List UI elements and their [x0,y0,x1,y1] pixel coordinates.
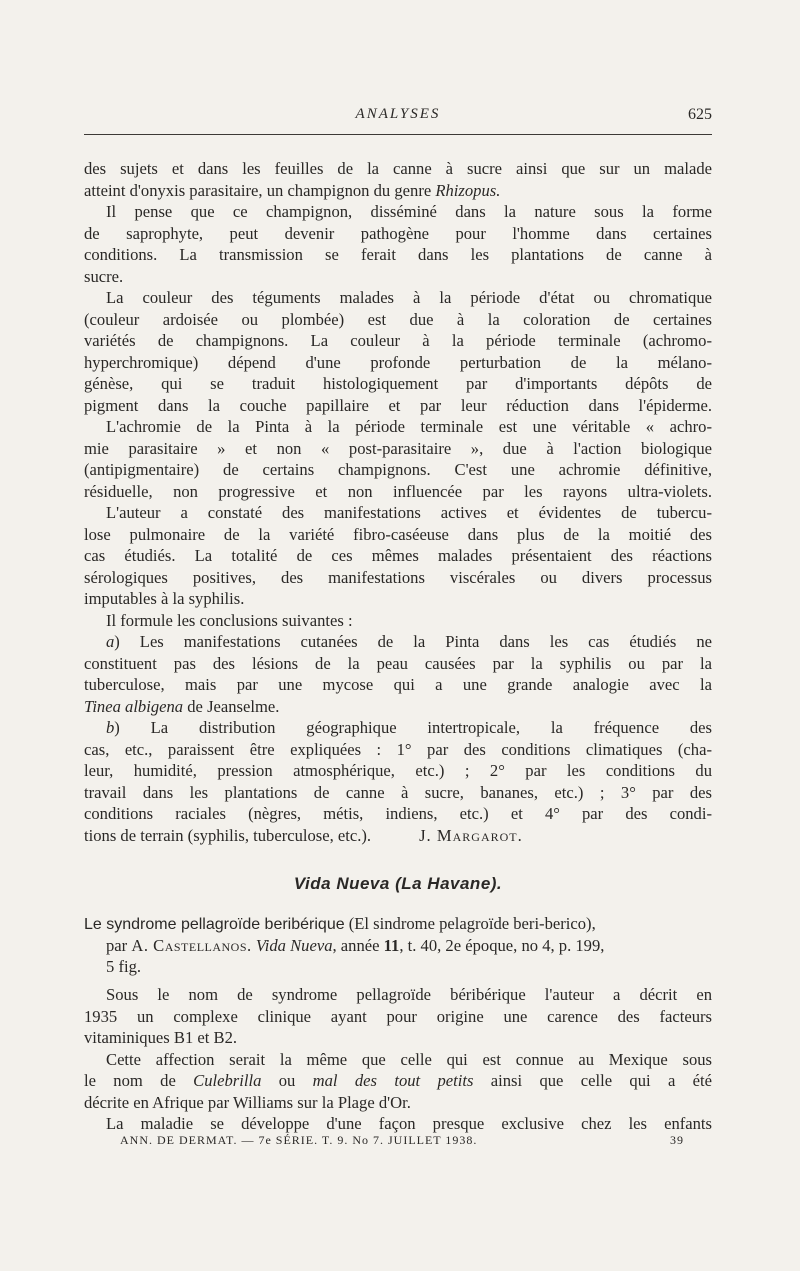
page-number: 625 [688,106,712,123]
analysis-body [84,158,712,846]
reference-line: 5 fig. [106,957,142,976]
text-line: sérologiques positives, des manifestations viscérales ou divers processus [84,567,712,587]
text-line: L'achromie de la Pinta à la période terminale est une véritable « achro- [106,417,712,436]
text-line: leur, humidité, pression atmosphérique, etc.) ; 2° par les conditions du [84,761,712,780]
text-line: L'auteur a constaté des manifestations actives et évidentes de tubercu- [106,503,712,522]
text-line: La maladie se développe d'une façon presque exclusive chez les enfants [106,1114,712,1133]
text-span: ainsi que celle qui a été [473,1071,712,1090]
article-title: Le syndrome pellagroïde beribérique [84,916,345,933]
text-span: atteint d'onyxis parasitaire, un champignon du genre [84,180,436,200]
disease-name: Culebrilla [193,1071,262,1090]
text-span: le nom de [84,1071,194,1090]
text-line: tuberculose, mais par une mycose qui a une grande analogie avec la [84,675,712,694]
text-line: constituent pas des lésions de la peau causées par la syphilis ou par la [84,653,712,673]
signature-mark: 39 [670,1133,684,1147]
text-line: mie parasitaire » et non « post-parasitaire », due à l'action biologique [84,438,712,458]
disease-name: mal des tout petits [312,1071,474,1090]
species-name: Tinea albigena [84,696,184,716]
text-line: Cette affection serait la même que celle qui est connue au Mexique sous [106,1049,712,1069]
list-marker: b [106,718,115,737]
text-line: variétés de champignons. La couleur à la période terminale (achromo- [84,331,712,350]
text-line: hyperchromique) dépend d'une profonde perturbation de la mélano- [84,352,712,372]
text-line [84,717,712,739]
text-line: (antipigmentaire) de certains champignons. C'est une achromie définitive, [84,460,712,479]
text-line: La couleur des téguments malades à la période d'état ou chromatique [106,288,712,307]
text-line: travail dans les plantations de canne à sucre, bananes, etc.) ; 3° par des [84,782,712,802]
text-span: tions de terrain (syphilis, tuberculose, etc.). [84,825,372,845]
text-span: par [106,935,132,955]
text-line [84,825,712,847]
summary-body [84,984,712,1135]
text-line: (couleur ardoisée ou plombée) est due à la coloration de certaines [84,309,712,329]
text-line [84,180,712,202]
text-line: lose pulmonaire de la variété fibro-caséeuse dans plus de la moitié des [84,524,712,544]
text-line: cas, etc., paraissent être expliquées : 1° par des conditions climatiques (cha- [84,739,712,759]
text-line: imputables à la syphilis. [84,589,245,608]
journal-heading: Vida Nueva (La Havane). [293,874,503,893]
text-line: génèse, qui se traduit histologiquement par d'importants dépôts de [84,374,712,393]
reference-line [84,935,712,957]
text-line: des sujets et dans les feuilles de la canne à sucre ainsi que sur un malade [84,159,712,178]
genus-name: Rhizopus. [435,180,501,200]
page-footer [84,1133,712,1153]
text-line: conditions. La transmission se ferait dans les plantations de canne à [84,245,712,264]
list-marker: a [106,632,115,651]
text-span: ) Les manifestations cutanées de la Pinta dans les cas étudiés ne [114,632,712,651]
text-line: Il formule les conclusions suivantes : [106,610,353,630]
header-rule [84,134,712,135]
volume-number: 11 [383,935,400,955]
text-line: Il pense que ce champignon, disséminé dans la nature sous la forme [106,202,712,221]
footer-citation: ANN. DE DERMAT. — 7e SÉRIE. T. 9. No 7. JUILLET 1938. [120,1133,478,1147]
text-span: , année [332,935,384,955]
text-line [84,631,712,653]
running-head [84,106,712,130]
text-line [84,696,712,718]
text-span: ou [261,1071,313,1090]
text-line: cas étudiés. La totalité de ces mêmes malades présentaient des réactions [84,546,712,565]
text-line [84,1070,712,1092]
text-span: , t. 40, 2e époque, no 4, p. 199, [399,935,605,955]
text-span: de Jeanselme. [183,696,280,716]
text-line: Sous le nom de syndrome pellagroïde béribérique l'auteur a décrit en [106,985,712,1004]
author-name: A. Castellanos. [131,935,252,955]
text-line: conditions raciales (nègres, métis, indiens, etc.) et 4° par des condi- [84,804,712,823]
text-span: ) La distribution géographique intertropicale, la fréquence des [114,718,712,737]
text-span: (El sindrome pelagroïde beri-berico), [344,914,596,933]
author-signature: J. Margarot. [419,825,523,845]
text-line: décrite en Afrique par Williams sur la Plage d'Or. [84,1092,411,1112]
text-line: de saprophyte, peut devenir pathogène pour l'homme dans certaines [84,223,712,243]
text-line: 1935 un complexe clinique ayant pour origine une carence des facteurs [84,1006,712,1026]
journal-name: Vida Nueva [255,935,333,955]
text-line: résiduelle, non progressive et non influencée par les rayons ultra-violets. [84,481,712,501]
text-line: pigment dans la couche papillaire et par leur réduction dans l'épiderme. [84,395,712,415]
text-line: sucre. [84,266,124,286]
reference-line [84,913,712,935]
text-line: vitaminiques B1 et B2. [84,1028,238,1047]
article-reference [84,913,712,978]
running-head-title: ANALYSES [355,106,441,122]
